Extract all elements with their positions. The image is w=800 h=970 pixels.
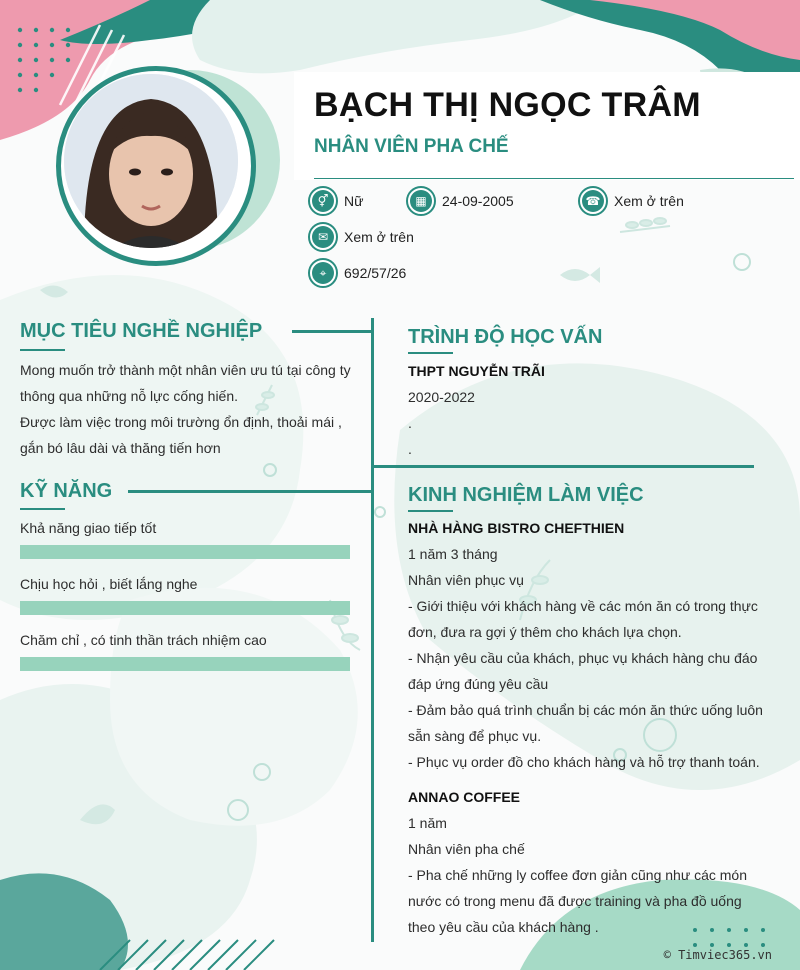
job-duration: 1 năm (408, 815, 447, 831)
job-entry (408, 515, 764, 775)
objective-text (20, 357, 360, 461)
education-underline (408, 352, 453, 354)
calendar-icon: ▦ (406, 186, 436, 216)
skill-label: Chăm chỉ , có tinh thần trách nhiệm cao (20, 632, 267, 648)
email-value: Xem ở trên (344, 229, 414, 245)
objective-line: thông qua những nỗ lực cống hiến. (20, 388, 239, 404)
job-entry (408, 784, 764, 940)
job-description-line: nước có trong menu đã được training và pha đồ uống (408, 893, 742, 909)
skill-bar-fill (20, 601, 350, 615)
location-icon: ⌖ (308, 258, 338, 288)
job-duration: 1 năm 3 tháng (408, 546, 498, 562)
objective-line: gắn bó lâu dài và thăng tiến hơn (20, 440, 221, 456)
education-bottom-rule (372, 465, 754, 468)
skills-title-rule (128, 490, 372, 493)
gender-icon: ⚥ (308, 186, 338, 216)
address-value: 692/57/26 (344, 265, 407, 281)
study-period: 2020-2022 (408, 389, 475, 405)
objective-line: Mong muốn trở thành một nhân viên ưu tú tại công ty (20, 362, 351, 378)
job-description-line: - Giới thiệu với khách hàng về các món ăn có trong thực (408, 598, 758, 614)
education-extra: . (408, 415, 412, 431)
candidate-name: BẠCH THỊ NGỌC TRÂM (314, 86, 701, 124)
objective-underline (20, 349, 65, 351)
education-details (408, 358, 768, 462)
job-description-line: theo yêu cầu của khách hàng . (408, 919, 599, 935)
skill-bar (20, 601, 350, 615)
contact-phone (578, 186, 684, 216)
contact-address (308, 258, 406, 288)
objective-heading: MỤC TIÊU NGHỀ NGHIỆP (20, 320, 263, 342)
skill-bar (20, 545, 350, 559)
birthday-value: 24-09-2005 (442, 193, 514, 209)
skills-underline (20, 508, 65, 510)
watermark: © Timviec365.vn (663, 948, 772, 962)
job-description-line: đơn, đưa ra gợi ý thêm cho khách lựa chọn. (408, 624, 682, 640)
email-icon: ✉ (308, 222, 338, 252)
job-description-line: đáp ứng đúng yêu cầu (408, 676, 549, 692)
company-name: ANNAO COFFEE (408, 789, 520, 805)
skills-heading: KỸ NĂNG (20, 480, 113, 502)
profile-photo (56, 66, 256, 266)
education-extra: . (408, 441, 412, 457)
company-name: NHÀ HÀNG BISTRO CHEFTHIEN (408, 520, 625, 536)
job-description-line: - Phục vụ order đồ cho khách hàng và hỗ trợ thanh toán. (408, 754, 760, 770)
job-position: Nhân viên phục vụ (408, 572, 524, 588)
skill-bar-fill (20, 545, 350, 559)
objective-title-rule (292, 330, 372, 333)
experience-heading: KINH NGHIỆM LÀM VIỆC (408, 484, 644, 506)
skill-bar (20, 657, 350, 671)
skill-bar-fill (20, 657, 350, 671)
title-divider (314, 178, 794, 179)
phone-value: Xem ở trên (614, 193, 684, 209)
phone-icon: ☎ (578, 186, 608, 216)
education-heading: TRÌNH ĐỘ HỌC VẤN (408, 326, 603, 348)
job-description-line: - Nhận yêu cầu của khách, phục vụ khách hàng chu đáo (408, 650, 758, 666)
objective-line: Được làm việc trong môi trường ổn định, thoải mái , (20, 414, 342, 430)
contact-gender (308, 186, 363, 216)
contact-birthday (406, 186, 514, 216)
skill-label: Chịu học hỏi , biết lắng nghe (20, 576, 198, 592)
contact-email (308, 222, 414, 252)
skill-label: Khả năng giao tiếp tốt (20, 520, 157, 536)
job-description-line: sẵn sàng để phục vụ. (408, 728, 542, 744)
experience-underline (408, 510, 453, 512)
gender-value: Nữ (344, 193, 364, 209)
school-name: THPT NGUYỄN TRÃI (408, 363, 545, 379)
job-position: Nhân viên pha chế (408, 841, 525, 857)
column-divider (371, 318, 374, 942)
avatar (64, 74, 238, 248)
job-description-line: - Đảm bảo quá trình chuẩn bị các món ăn thức uống luôn (408, 702, 763, 718)
job-description-line: - Pha chế những ly coffee đơn giản cũng như các món (408, 867, 747, 883)
job-title: NHÂN VIÊN PHA CHẾ (314, 136, 509, 157)
